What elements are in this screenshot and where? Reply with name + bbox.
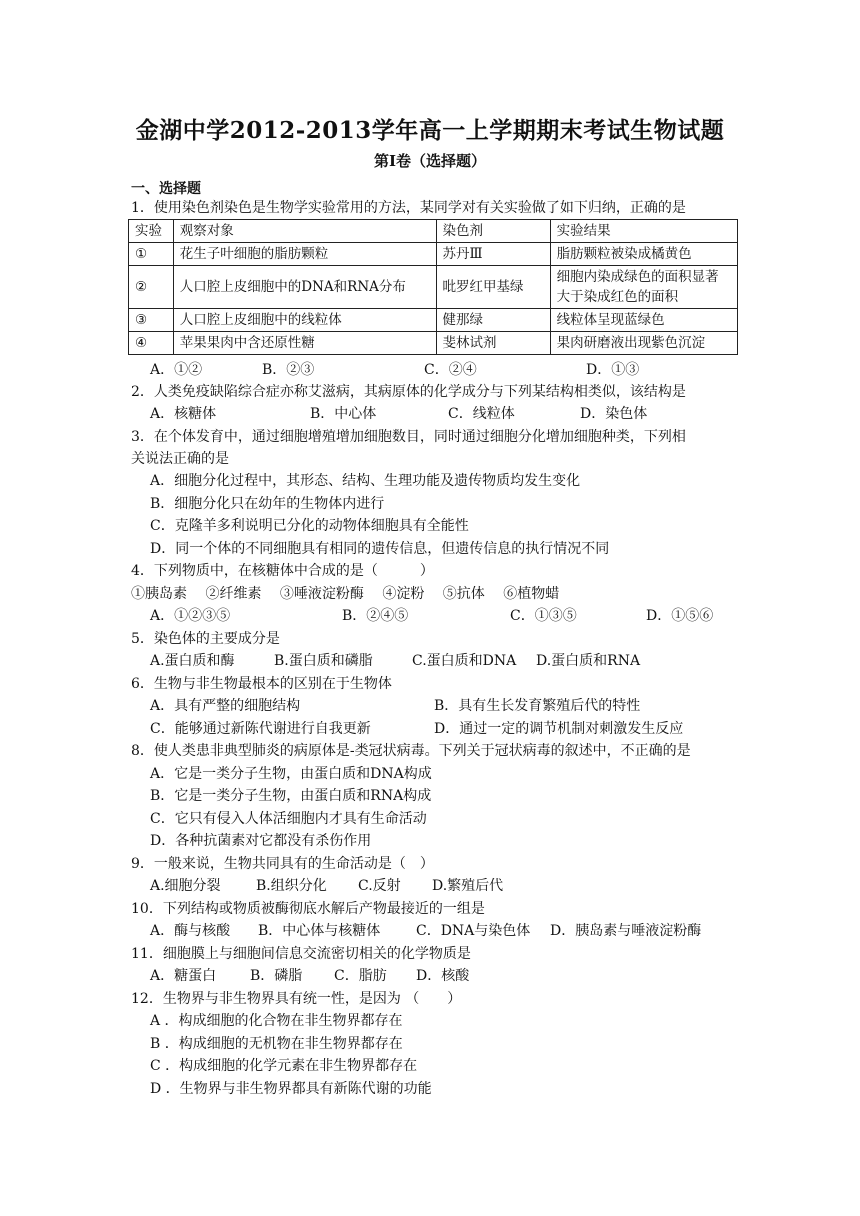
option-a: A．①②③⑤: [150, 608, 231, 624]
table-header-row: [129, 220, 738, 243]
option-c: C．克隆羊多利说明已分化的动物体细胞具有全能性: [150, 518, 469, 534]
table-cell: 脂肪颗粒被染成橘黄色: [550, 243, 737, 266]
option-d: D ．生物界与非生物界都具有新陈代谢的功能: [150, 1081, 432, 1097]
q11-stem: 11．细胞膜上与细胞间信息交流密切相关的化学物质是: [131, 946, 471, 962]
option-c: C．①③⑤: [510, 608, 577, 624]
option-a: A．①②: [150, 362, 203, 378]
option-d: D．核酸: [416, 968, 470, 984]
option-d: D．染色体: [580, 406, 648, 422]
option-a: A．酶与核酸: [150, 923, 231, 939]
q3-stem: 3．在个体发育中，通过细胞增殖增加细胞数目，同时通过细胞分化增加细胞种类，下列相: [131, 429, 686, 445]
option-d: D.繁殖后代: [432, 878, 504, 894]
table-header-cell: 染色剂: [436, 220, 550, 243]
option-d: D．通过一定的调节机制对刺激发生反应: [434, 721, 684, 737]
option-d: D．同一个体的不同细胞具有相同的遗传信息，但遗传信息的执行情况不同: [150, 541, 610, 557]
option-c: C ．构成细胞的化学元素在非生物界都存在: [150, 1058, 418, 1074]
option-c: C．能够通过新陈代谢进行自我更新: [150, 721, 371, 737]
option-b: B．②④⑤: [342, 608, 409, 624]
table-cell: 苹果果肉中含还原性糖: [173, 332, 436, 355]
option-b: B．②③: [262, 362, 315, 378]
table-header-cell: 实验: [129, 220, 174, 243]
option-b: B ．构成细胞的无机物在非生物界都存在: [150, 1036, 403, 1052]
part-title: 第Ⅰ卷（选择题）: [373, 152, 487, 170]
table-cell: 人口腔上皮细胞中的DNA和RNA分布: [173, 266, 436, 309]
option-a: A．具有严整的细胞结构: [150, 698, 301, 714]
table-cell: ③: [129, 309, 174, 332]
page-title: 金湖中学2012-2013学年高一上学期期末考试生物试题: [135, 117, 725, 144]
q10-stem: 10．下列结构或物质被酶彻底水解后产物最接近的一组是: [131, 901, 485, 917]
option-a: A．细胞分化过程中，其形态、结构、生理功能及遗传物质均发生变化: [150, 473, 581, 489]
option-d: D.蛋白质和RNA: [536, 653, 641, 669]
table-cell: 人口腔上皮细胞中的线粒体: [173, 309, 436, 332]
q9-stem: 9．一般来说，生物共同具有的生命活动是（ ）: [131, 856, 434, 872]
table-cell: 吡罗红甲基绿: [436, 266, 550, 309]
option-c: C．脂肪: [334, 968, 387, 984]
option-c: C．②④: [424, 362, 477, 378]
q5-stem: 5．染色体的主要成分是: [131, 631, 280, 647]
table-cell: 苏丹Ⅲ: [436, 243, 550, 266]
table-cell: 线粒体呈现蓝绿色: [550, 309, 737, 332]
q6-stem: 6．生物与非生物最根本的区别在于生物体: [131, 676, 392, 692]
option-a: A.细胞分裂: [150, 878, 221, 894]
table-header-cell: 实验结果: [550, 220, 737, 243]
table-header-cell: 观察对象: [173, 220, 436, 243]
table-row: [129, 309, 738, 332]
section-heading: 一、选择题: [131, 181, 201, 197]
q1-stem: 1．使用染色剂染色是生物学实验常用的方法，某同学对有关实验做了如下归纳，正确的是: [131, 200, 686, 216]
table-cell: 健那绿: [436, 309, 550, 332]
experiment-table: [128, 219, 738, 355]
option-a: A．核糖体: [150, 406, 217, 422]
table-cell: 果肉研磨液出现紫色沉淀: [550, 332, 737, 355]
option-a: A．糖蛋白: [150, 968, 217, 984]
option-c: C．它只有侵入人体活细胞内才具有生命活动: [150, 811, 427, 827]
q4-items: ①胰岛素 ②纤维素 ③唾液淀粉酶 ④淀粉 ⑤抗体 ⑥植物蜡: [131, 586, 560, 602]
option-c: C.蛋白质和DNA: [412, 653, 517, 669]
option-b: B．它是一类分子生物，由蛋白质和RNA构成: [150, 788, 432, 804]
q4-stem: 4．下列物质中，在核糖体中合成的是（ ）: [131, 563, 434, 579]
option-b: B.组织分化: [256, 878, 327, 894]
option-b: B．具有生长发育繁殖后代的特性: [434, 698, 641, 714]
option-b: B．磷脂: [250, 968, 303, 984]
option-b: B．中心体: [310, 406, 377, 422]
option-d: D．各种抗菌素对它都没有杀伤作用: [150, 833, 372, 849]
table-cell: ①: [129, 243, 174, 266]
option-a: A．它是一类分子生物，由蛋白质和DNA构成: [150, 766, 432, 782]
table-cell: ④: [129, 332, 174, 355]
option-a: A ．构成细胞的化合物在非生物界都存在: [150, 1013, 403, 1029]
table-cell: ②: [129, 266, 174, 309]
option-c: C．线粒体: [448, 406, 515, 422]
table-cell: 斐林试剂: [436, 332, 550, 355]
q8-stem: 8．使人类患非典型肺炎的病原体是-类冠状病毒。下列关于冠状病毒的叙述中，不正确的是: [131, 743, 691, 759]
q2-stem: 2．人类免疫缺陷综合症亦称艾滋病，其病原体的化学成分与下列某结构相类似，该结构是: [131, 384, 686, 400]
q3-stem-cont: 关说法正确的是: [131, 451, 229, 467]
table-row: [129, 332, 738, 355]
table-cell: 细胞内染成绿色的面积显著大于染成红色的面积: [550, 266, 737, 309]
q12-stem: 12．生物界与非生物界具有统一性，是因为 （ ）: [131, 991, 462, 1007]
option-d: D．①③: [586, 362, 640, 378]
option-d: D．胰岛素与唾液淀粉酶: [550, 923, 702, 939]
option-a: A.蛋白质和酶: [150, 653, 235, 669]
option-d: D．①⑤⑥: [646, 608, 714, 624]
table-row: [129, 266, 738, 309]
option-b: B.蛋白质和磷脂: [274, 653, 373, 669]
option-b: B．中心体与核糖体: [258, 923, 381, 939]
option-b: B．细胞分化只在幼年的生物体内进行: [150, 496, 385, 512]
option-c: C.反射: [358, 878, 401, 894]
table-cell: 花生子叶细胞的脂肪颗粒: [173, 243, 436, 266]
table-row: [129, 243, 738, 266]
option-c: C．DNA与染色体: [416, 923, 531, 939]
